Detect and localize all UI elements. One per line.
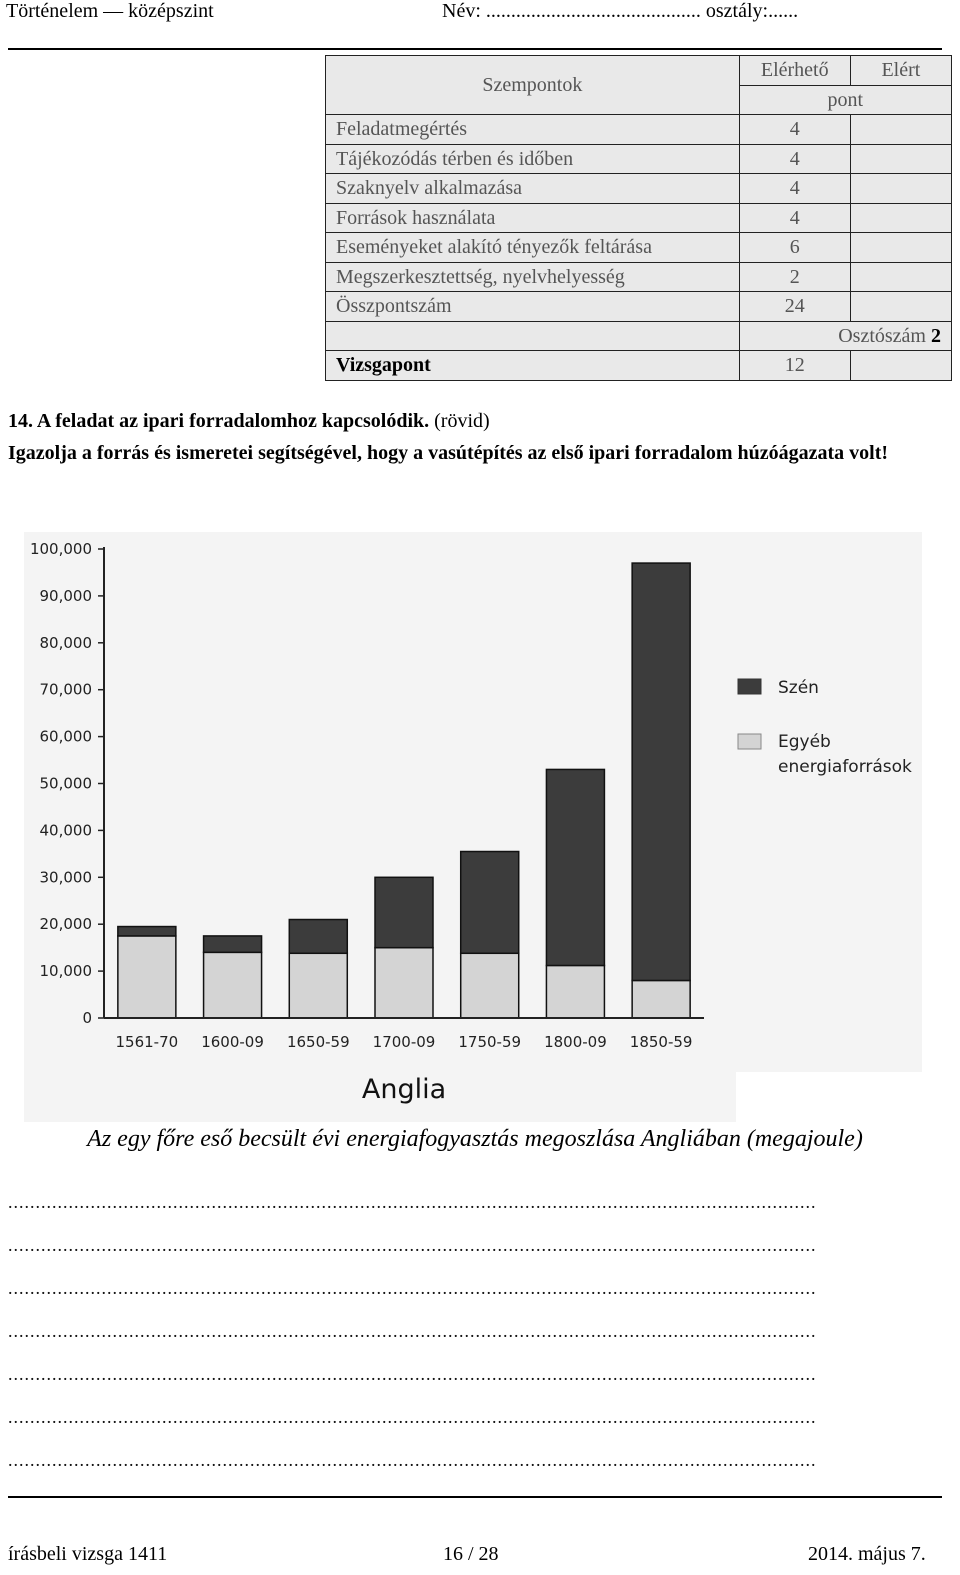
x-tick-label: 1850-59 xyxy=(629,1033,693,1051)
criterion-label: Szaknyelv alkalmazása xyxy=(326,174,740,204)
y-tick-label: 60,000 xyxy=(39,727,92,746)
answer-line[interactable]: ................................................................................................................................................... xyxy=(8,1364,817,1384)
achieved-points-cell[interactable] xyxy=(850,174,951,204)
achieved-points-cell[interactable] xyxy=(850,115,951,145)
answer-line[interactable]: ................................................................................................................................................... xyxy=(8,1321,817,1341)
table-row xyxy=(326,115,952,145)
y-tick-label: 10,000 xyxy=(39,962,92,981)
achieved-points-cell[interactable] xyxy=(850,203,951,233)
table-row xyxy=(326,321,952,351)
y-tick-label: 0 xyxy=(82,1009,92,1027)
criterion-label: Összpontszám xyxy=(326,292,740,322)
x-tick-label: 1561-70 xyxy=(115,1033,179,1051)
criterion-points: 2 xyxy=(739,262,850,292)
y-tick-label: 90,000 xyxy=(39,586,92,605)
y-tick-label: 50,000 xyxy=(39,774,92,793)
chart-xlabel: Anglia xyxy=(361,1074,447,1105)
criterion-points: 24 xyxy=(739,292,850,322)
y-tick-label: 30,000 xyxy=(39,868,92,887)
bar-segment-szen xyxy=(204,936,262,952)
table-row xyxy=(326,262,952,292)
achieved-points-cell[interactable] xyxy=(850,292,951,322)
divisor-cell xyxy=(739,321,951,351)
x-tick-label: 1600-09 xyxy=(201,1033,264,1051)
criterion-points: 4 xyxy=(739,144,850,174)
bar-segment-egyeb xyxy=(461,953,519,1018)
criterion-label: Eseményeket alakító tényezők feltárása xyxy=(326,233,740,263)
score-table xyxy=(325,55,952,381)
criteria-header: Szempontok xyxy=(326,56,740,115)
x-tick-label: 1700-09 xyxy=(372,1033,436,1051)
criterion-points: 6 xyxy=(739,233,850,263)
available-header: Elérhető xyxy=(739,56,850,86)
header-subject: Történelem — középszint xyxy=(6,0,214,22)
bar-segment-szen xyxy=(375,877,433,947)
y-tick-label: 80,000 xyxy=(39,633,92,652)
answer-line[interactable]: ................................................................................................................................................... xyxy=(8,1407,817,1427)
bar-segment-egyeb xyxy=(204,952,262,1018)
legend-label-egyeb: Egyéb xyxy=(778,732,831,752)
header-name-class: Név: ........................................... osztály:...... xyxy=(442,0,799,22)
achieved-header: Elért xyxy=(850,56,951,86)
exam-points-value: 12 xyxy=(739,351,850,381)
bar-segment-egyeb xyxy=(375,948,433,1018)
criterion-points: 4 xyxy=(739,115,850,145)
criterion-label: Megszerkesztettség, nyelvhelyesség xyxy=(326,262,740,292)
footer-page-number: 16 / 28 xyxy=(443,1543,499,1565)
answer-line[interactable]: ................................................................................................................................................... xyxy=(8,1450,817,1470)
answer-line[interactable]: ................................................................................................................................................... xyxy=(8,1278,817,1298)
footer-date: 2014. május 7. xyxy=(808,1543,926,1565)
legend-swatch-egyeb xyxy=(738,734,761,749)
chart-legend-background xyxy=(736,532,922,1072)
divisor-label: Osztószám xyxy=(838,324,926,347)
y-tick-label: 100,000 xyxy=(29,540,92,558)
energy-chart xyxy=(24,532,922,1124)
bar-segment-egyeb xyxy=(632,980,690,1018)
bar-segment-egyeb xyxy=(289,953,347,1018)
criterion-label: Feladatmegértés xyxy=(326,115,740,145)
header-divider xyxy=(8,48,942,50)
bar-segment-szen xyxy=(546,769,604,965)
y-tick-label: 20,000 xyxy=(39,915,92,934)
bar-segment-egyeb xyxy=(546,965,604,1018)
chart-caption: Az egy főre eső becsült évi energiafogyasztás megoszlása Angliában (megajoule) xyxy=(87,1126,863,1152)
points-header: pont xyxy=(739,85,951,115)
divisor-value: 2 xyxy=(931,324,941,347)
task-title-note: (rövid) xyxy=(434,410,490,432)
criterion-points: 4 xyxy=(739,203,850,233)
criterion-points: 4 xyxy=(739,174,850,204)
criterion-label: Források használata xyxy=(326,203,740,233)
bar-segment-szen xyxy=(461,852,519,954)
table-row xyxy=(326,203,952,233)
answer-line[interactable]: ................................................................................................................................................... xyxy=(8,1192,817,1212)
bar-segment-szen xyxy=(118,927,176,936)
achieved-points-cell[interactable] xyxy=(850,262,951,292)
legend-label-szen: Szén xyxy=(778,678,819,698)
page-header xyxy=(0,0,960,52)
footer-exam-id: írásbeli vizsga 1411 xyxy=(8,1543,168,1565)
achieved-points-cell[interactable] xyxy=(850,233,951,263)
criterion-label: Tájékozódás térben és időben xyxy=(326,144,740,174)
exam-points-label: Vizsgapont xyxy=(326,351,740,381)
x-tick-label: 1650-59 xyxy=(286,1033,350,1051)
table-row xyxy=(326,233,952,263)
task-instruction: Igazolja a forrás és ismeretei segítségével, hogy a vasútépítés az első ipari forradalom húzóágazata volt! xyxy=(8,442,889,464)
table-row xyxy=(326,292,952,322)
exam-achieved-cell[interactable] xyxy=(850,351,951,381)
empty-cell xyxy=(326,321,740,351)
y-tick-label: 40,000 xyxy=(39,821,92,840)
achieved-points-cell[interactable] xyxy=(850,144,951,174)
answer-line[interactable]: ................................................................................................................................................... xyxy=(8,1235,817,1255)
bar-segment-egyeb xyxy=(118,936,176,1018)
chart-svg xyxy=(24,532,922,1124)
x-tick-label: 1800-09 xyxy=(544,1033,607,1051)
legend-label-energiaforrasok: energiaforrások xyxy=(778,757,912,777)
task-title xyxy=(8,410,490,433)
bar-segment-szen xyxy=(632,563,690,980)
y-tick-label: 70,000 xyxy=(39,680,92,699)
table-row xyxy=(326,174,952,204)
footer-divider xyxy=(8,1496,942,1498)
table-row xyxy=(326,144,952,174)
table-row xyxy=(326,351,952,381)
x-tick-label: 1750-59 xyxy=(458,1033,522,1051)
task-title-main: 14. A feladat az ipari forradalomhoz kapcsolódik. xyxy=(8,410,430,432)
bar-segment-szen xyxy=(289,920,347,954)
legend-swatch-szen xyxy=(738,679,761,694)
